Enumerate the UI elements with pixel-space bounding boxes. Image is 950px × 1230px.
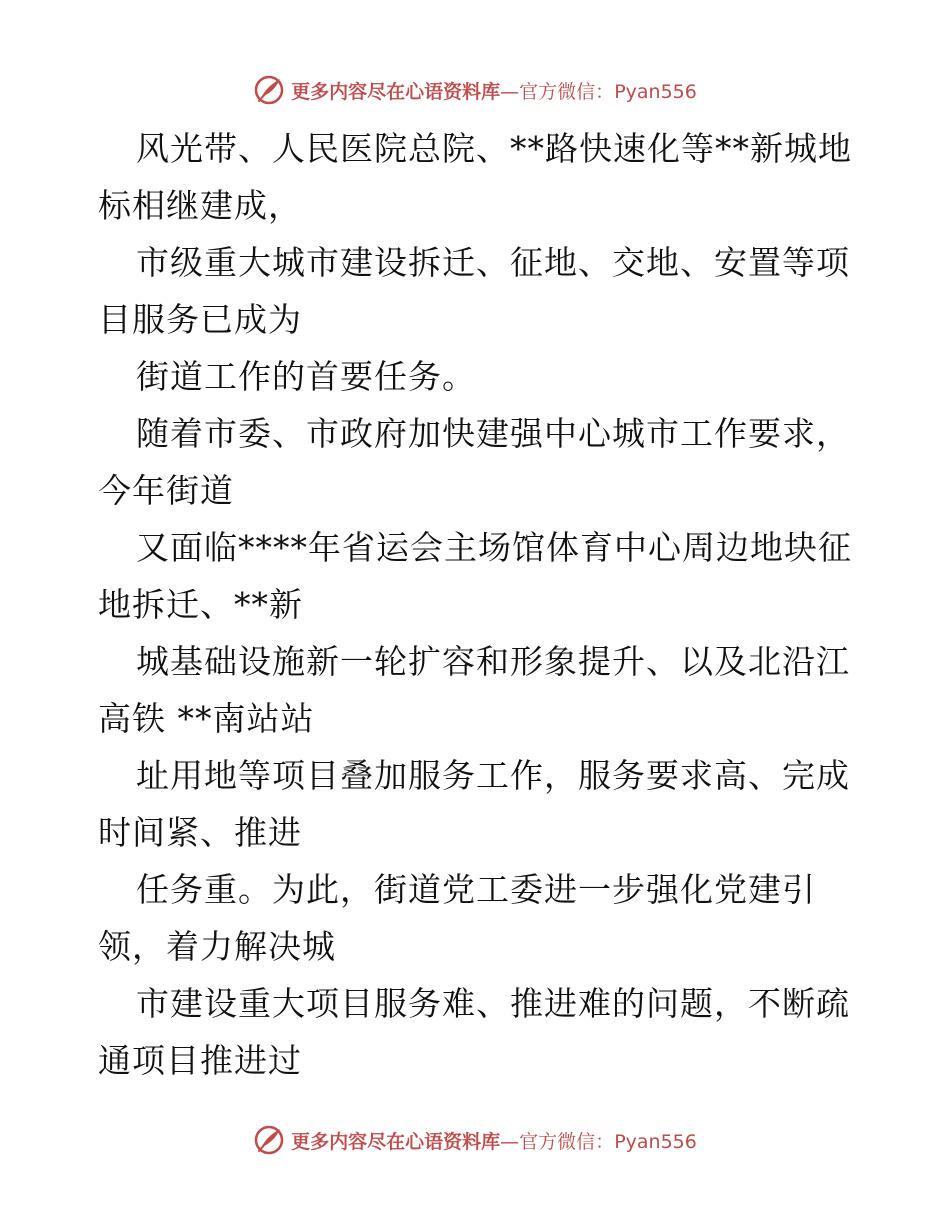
header-banner xyxy=(0,70,950,110)
footer-banner-text xyxy=(291,1127,697,1154)
paragraph-1: 风光带、人民医院总院、**路快速化等**新城地标相继建成， xyxy=(98,129,852,225)
paragraph-5: 又面临****年省运会主场馆体育中心周边地块征地拆迁、**新 xyxy=(98,528,852,624)
paragraph-9: 市建设重大项目服务难、推进难的问题，不断疏通项目推进过 xyxy=(98,984,850,1080)
header-banner-text xyxy=(291,77,697,104)
footer-banner-separator: — xyxy=(500,1130,520,1153)
footer-banner-wechat-id: Pyan556 xyxy=(614,1130,697,1153)
footer-banner-slogan: 更多内容尽在心语资料库 xyxy=(291,1130,501,1153)
header-banner-slogan: 更多内容尽在心语资料库 xyxy=(291,80,501,103)
header-banner-separator: — xyxy=(500,80,520,103)
header-banner-wechat-label: 官方微信： xyxy=(519,80,615,103)
footer-banner xyxy=(0,1120,950,1160)
document-body xyxy=(98,120,858,1089)
paragraph-4: 随着市委、市政府加快建强中心城市工作要求，今年街道 xyxy=(98,414,850,510)
paragraph-7: 址用地等项目叠加服务工作，服务要求高、完成时间紧、推进 xyxy=(98,756,850,852)
header-banner-wechat-id: Pyan556 xyxy=(614,80,697,103)
feather-pen-icon xyxy=(253,1124,285,1156)
feather-pen-icon xyxy=(253,74,285,106)
paragraph-3: 街道工作的首要任务。 xyxy=(136,357,476,396)
paragraph-8: 任务重。为此，街道党工委进一步强化党建引领，着力解决城 xyxy=(98,870,816,966)
footer-banner-wechat-label: 官方微信： xyxy=(519,1130,615,1153)
paragraph-6: 城基础设施新一轮扩容和形象提升、以及北沿江高铁 **南站站 xyxy=(98,642,850,738)
paragraph-2: 市级重大城市建设拆迁、征地、交地、安置等项目服务已成为 xyxy=(98,243,850,339)
